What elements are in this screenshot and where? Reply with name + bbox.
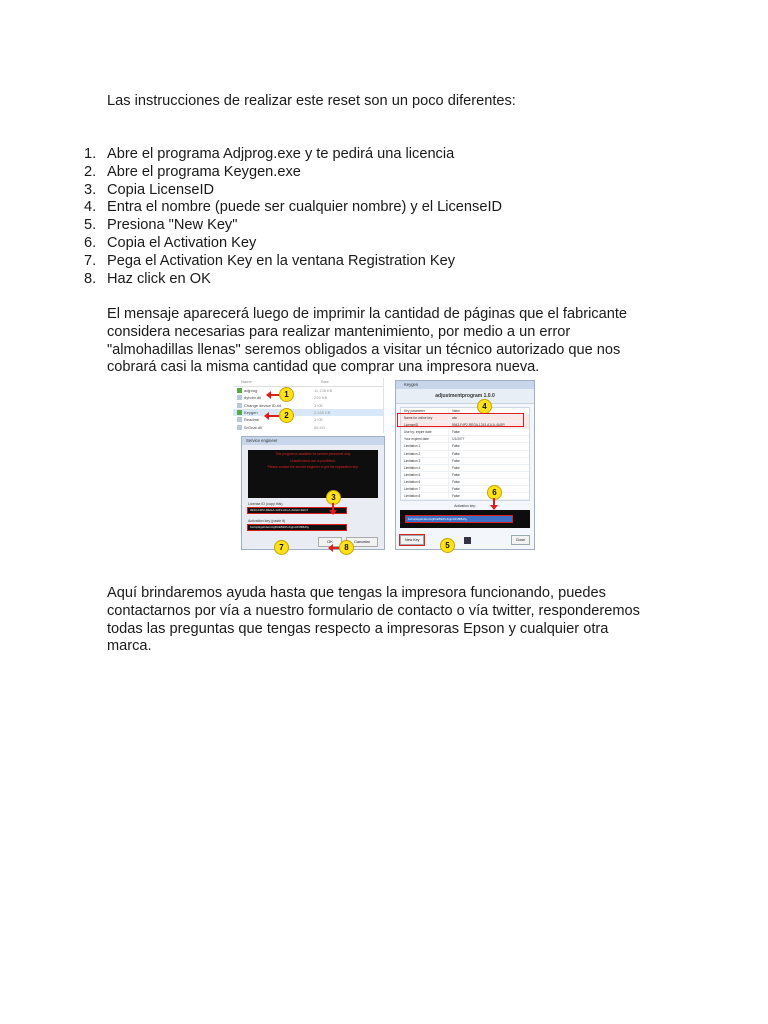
param-key: Limitation 8 xyxy=(401,493,449,499)
table-row xyxy=(401,443,529,450)
list-item xyxy=(84,235,502,253)
close-button: Close xyxy=(511,535,530,545)
file-size: 1 KB xyxy=(314,417,323,423)
license-highlight-box xyxy=(397,413,524,427)
step-text: Haz click en OK xyxy=(107,270,211,287)
paragraph-line: Aquí brindaremos ayuda hasta que tengas la impresora funcionando, puedes xyxy=(107,585,606,601)
arrow-8-icon xyxy=(331,547,339,549)
step-text: Entra el nombre (puede ser cualquier nombre) y el LicenseID xyxy=(107,199,503,216)
table-row xyxy=(401,486,529,493)
file-row xyxy=(233,409,383,416)
table-row xyxy=(401,458,529,465)
table-row xyxy=(401,451,529,458)
license-id-label: License ID (copy this) xyxy=(248,502,283,506)
new-key-button: New Key xyxy=(400,535,424,545)
arrow-1-icon xyxy=(269,394,279,396)
activation-key-value: bx2qzHgsK4wmGj3fcEB3tPoKgtv34VBBdhy xyxy=(406,516,512,522)
step-number: 1. xyxy=(84,146,97,162)
paragraph-line: El mensaje aparecerá luego de imprimir la cantidad de páginas que el fabricante xyxy=(107,306,628,322)
param-value: False xyxy=(452,458,460,463)
callout-6: 6 xyxy=(487,485,502,500)
param-key: Use by: expire date xyxy=(401,429,449,435)
table-row xyxy=(401,479,529,486)
keygen-button-row xyxy=(400,535,530,545)
dll-file-icon xyxy=(237,395,242,400)
callout-2: 2 xyxy=(279,408,294,423)
step-text: Abre el programa Adjprog.exe y te pedirá una licencia xyxy=(107,146,455,162)
warning-line: Unauthorized use is prohibited. xyxy=(290,458,336,463)
license-id-field: 9943-F4P2-REGA-1243-A1LA-4AGR-4EG7 xyxy=(248,508,346,513)
step-number: 4. xyxy=(84,199,97,216)
cancel-button: Cancelar xyxy=(346,537,378,547)
dll-file-icon xyxy=(237,425,242,430)
param-key: Name for online key xyxy=(401,415,449,421)
keygen-title: Keygen xyxy=(396,381,534,389)
step-number: 3. xyxy=(84,181,97,198)
step-number: 8. xyxy=(84,270,97,287)
file-row xyxy=(233,402,383,409)
step-number: 5. xyxy=(84,217,97,234)
list-item xyxy=(84,199,502,217)
param-key: LicenseID xyxy=(401,422,449,428)
file-row xyxy=(233,387,383,394)
text-file-icon xyxy=(237,417,242,422)
paragraph-error-message xyxy=(107,306,687,377)
param-key: Limitation 5 xyxy=(401,472,449,478)
step-text: Pega el Activation Key en la ventana Registration Key xyxy=(107,252,456,269)
step-number: 2. xyxy=(84,163,97,180)
param-key: Limitation 6 xyxy=(401,479,449,485)
param-value: abc xyxy=(452,416,458,421)
list-item xyxy=(84,253,502,271)
ok-button: OK xyxy=(318,537,342,547)
file-size: 2,165 KB xyxy=(314,410,331,416)
paragraph-line: cobrará casi la misma cantidad que comprar una impresora nueva. xyxy=(107,359,540,376)
table-row xyxy=(401,465,529,472)
paragraph-line: contactarnos por vía a nuestro formulario de contacto o vía twitter, responderemos xyxy=(107,602,640,619)
param-value: False xyxy=(452,487,460,492)
callout-3: 3 xyxy=(326,490,341,505)
param-value: 1/1/2077 xyxy=(452,437,465,442)
table-row xyxy=(401,493,529,500)
paragraph-contact xyxy=(107,585,687,656)
file-explorer-panel xyxy=(233,378,384,433)
file-row xyxy=(233,423,383,430)
callout-8: 8 xyxy=(339,540,354,555)
list-item xyxy=(84,182,502,200)
arrow-2-icon xyxy=(267,415,279,417)
param-key: Limitation 4 xyxy=(401,465,449,471)
table-row xyxy=(401,429,529,436)
callout-1: 1 xyxy=(279,387,294,402)
warning-message-box xyxy=(248,450,378,498)
registration-dialog xyxy=(241,436,385,550)
table-row xyxy=(401,436,529,443)
file-name: SrGnat.dll xyxy=(244,424,262,430)
keygen-header: adjustmentprogram 1.0.0 xyxy=(396,389,534,404)
callout-4: 4 xyxy=(477,399,492,414)
intro-text: Las instrucciones de realizar este reset son un poco diferentes: xyxy=(107,93,516,109)
column-name-header: Name xyxy=(241,379,252,384)
param-key: Key parameter xyxy=(401,408,449,414)
exe-file-icon xyxy=(237,410,242,415)
param-value: False xyxy=(452,430,460,435)
keygen-dialog xyxy=(395,380,535,550)
param-key: Limitation 7 xyxy=(401,486,449,492)
file-row xyxy=(233,394,383,401)
arrow-6-icon xyxy=(493,498,495,506)
paragraph-line: marca. xyxy=(107,638,152,655)
file-size: 56 KB xyxy=(314,424,325,430)
param-value: Value xyxy=(452,409,460,413)
activation-key-field: bx2qzHgsK4wmGj3fcEB3tPoKgtv34VBBdhy xyxy=(248,525,346,530)
explorer-header xyxy=(233,378,383,387)
activation-key-label: Activation key (paste it) xyxy=(248,519,286,523)
file-name: dyhdrv.dll xyxy=(244,395,261,401)
step-number: 7. xyxy=(84,252,97,269)
file-name: Keygen xyxy=(244,410,258,416)
warning-line: This program is available for service personnel only. xyxy=(275,452,351,456)
paragraph-line: considera necesarias para realizar mantenimiento, por medio a un error xyxy=(107,323,571,340)
warning-line: Please contact the service engineer to get the registration key. xyxy=(267,465,359,470)
file-size: 11,135 KB xyxy=(314,388,333,394)
param-key: Limitation 2 xyxy=(401,451,449,457)
param-value: 9943-F4P2-REGA-1243-A1LA-4AGR xyxy=(452,423,505,428)
list-item xyxy=(84,271,502,289)
param-value: False xyxy=(452,465,460,470)
callout-5: 5 xyxy=(440,538,455,553)
param-value: False xyxy=(452,444,460,449)
activation-key-box xyxy=(400,510,530,528)
instruction-list xyxy=(84,146,502,288)
list-item xyxy=(84,146,502,164)
file-name: Readme xyxy=(244,417,260,423)
step-text: Abre el programa Keygen.exe xyxy=(107,163,301,180)
step-text: Copia el Activation Key xyxy=(107,234,257,251)
table-row xyxy=(401,472,529,479)
file-name: Change device ID.txt xyxy=(244,402,282,408)
param-key: Your expired date xyxy=(401,436,449,442)
exe-file-icon xyxy=(237,388,242,393)
save-icon xyxy=(464,537,471,544)
step-text: Copia LicenseID xyxy=(107,181,215,198)
column-size-header: Size xyxy=(321,379,329,384)
param-key: Limitation 3 xyxy=(401,458,449,464)
text-file-icon xyxy=(237,403,242,408)
arrow-3-icon xyxy=(332,503,334,511)
file-name: adjprog xyxy=(244,388,258,394)
step-number: 6. xyxy=(84,234,97,251)
step-text: Presiona "New Key" xyxy=(107,217,238,234)
file-size: 1 KB xyxy=(314,402,323,408)
instruction-screenshot xyxy=(233,378,535,553)
callout-7: 7 xyxy=(274,540,289,555)
dialog-title: Service engineer xyxy=(242,437,384,445)
file-size: 226 KB xyxy=(314,395,328,401)
param-value: False xyxy=(452,472,460,477)
paragraph-line: "almohadillas llenas" seremos obligados a visitar un técnico autorizado que nos xyxy=(107,341,621,358)
param-value: False xyxy=(452,494,460,499)
list-item xyxy=(84,164,502,182)
file-row xyxy=(233,416,383,423)
list-item xyxy=(84,217,502,235)
param-key: Limitation 1 xyxy=(401,443,449,449)
param-value: False xyxy=(452,479,460,484)
activation-key-label: Activation key: xyxy=(454,504,476,509)
param-value: False xyxy=(452,451,460,456)
paragraph-line: todas las preguntas que tengas respecto a impresoras Epson y cualquier otra xyxy=(107,620,609,637)
